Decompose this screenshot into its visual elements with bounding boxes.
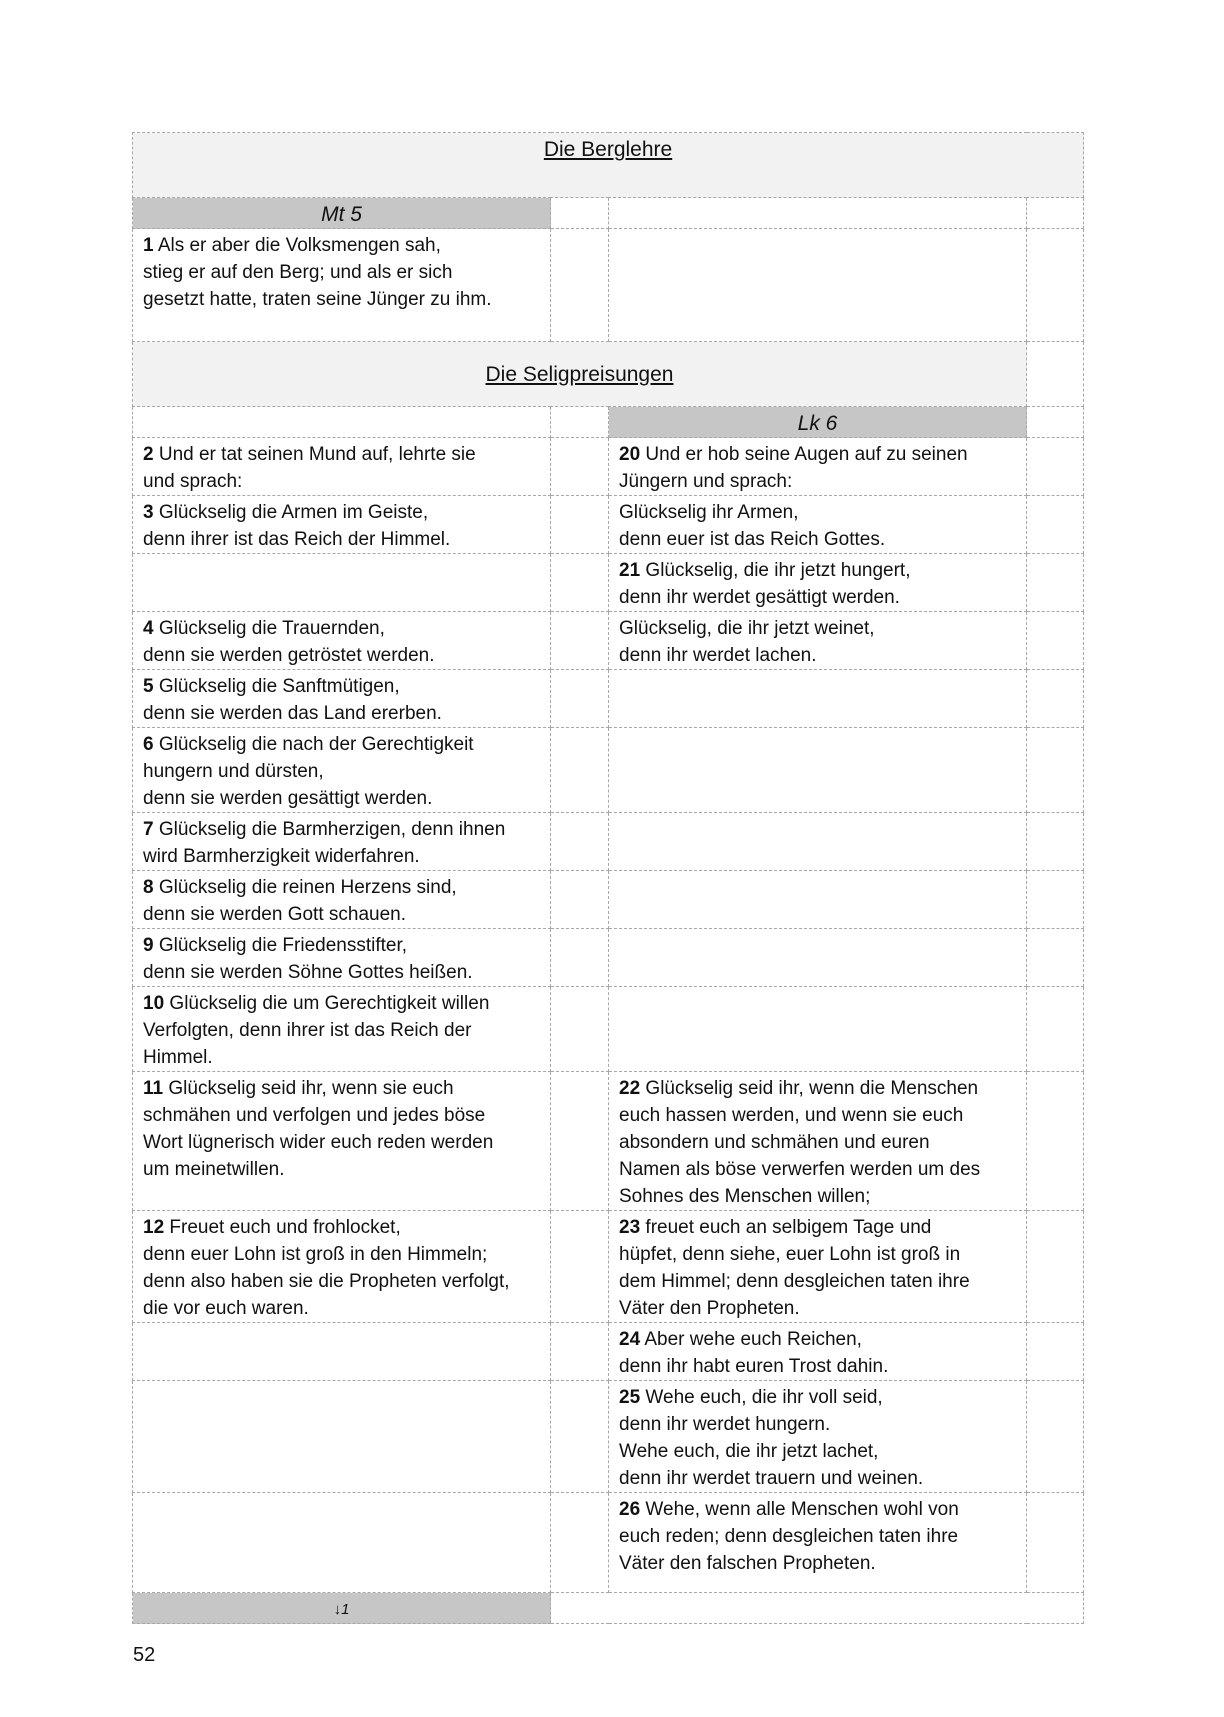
- verse-number: 7: [143, 819, 154, 840]
- verse-line: absondern und schmähen und euren: [619, 1132, 930, 1153]
- verse-line: schmähen und verfolgen und jedes böse: [143, 1105, 486, 1126]
- verse-line: denn sie werden getröstet werden.: [143, 645, 435, 666]
- verse-line: 11 Glückselig seid ihr, wenn sie euch: [143, 1078, 454, 1099]
- verse-line: 3 Glückselig die Armen im Geiste,: [143, 502, 429, 523]
- verse-row: [133, 670, 1084, 728]
- verse-line: Wort lügnerisch wider euch reden werden: [143, 1132, 494, 1153]
- verse-line: denn ihr werdet gesättigt werden.: [619, 587, 900, 608]
- verse-line: 4 Glückselig die Trauernden,: [143, 618, 385, 639]
- verse-line: stieg er auf den Berg; und als er sich: [143, 262, 453, 283]
- verse-line: gesetzt hatte, traten seine Jünger zu ihm.: [143, 289, 492, 310]
- gap-cell: [551, 1381, 609, 1493]
- gap-cell: [551, 670, 609, 728]
- verse-line: Glückselig, die ihr jetzt weinet,: [619, 618, 875, 639]
- mt-verse-cell: [133, 1381, 551, 1493]
- mt-verse-cell: [133, 554, 551, 612]
- verse-line: 1 Als er aber die Volksmengen sah,: [143, 235, 441, 256]
- verse-row: [133, 871, 1084, 929]
- verse-line: 9 Glückselig die Friedensstifter,: [143, 935, 408, 956]
- verse-line: denn euer ist das Reich Gottes.: [619, 529, 886, 550]
- verse-row: [133, 1211, 1084, 1323]
- page-title: Die Berglehre: [543, 138, 673, 161]
- verse-line: denn euer Lohn ist groß in den Himmeln;: [143, 1244, 488, 1265]
- verse-line: 25 Wehe euch, die ihr voll seid,: [619, 1387, 883, 1408]
- verse-line: denn ihrer ist das Reich der Himmel.: [143, 529, 451, 550]
- verse-number: 12: [143, 1217, 165, 1238]
- verse-line: euch reden; denn desgleichen taten ihre: [619, 1526, 959, 1547]
- verse-line: die vor euch waren.: [143, 1298, 309, 1319]
- mt-verse-cell: [133, 871, 551, 929]
- verse-line: denn also haben sie die Propheten verfolgt,: [143, 1271, 510, 1292]
- verse-line: hungern und dürsten,: [143, 761, 324, 782]
- verse-line: 7 Glückselig die Barmherzigen, denn ihnen: [143, 819, 506, 840]
- lk-verse-cell: [609, 871, 1027, 929]
- mt-verse-cell: [133, 1211, 551, 1323]
- verse-number: 3: [143, 502, 154, 523]
- verse-number: 20: [619, 444, 641, 465]
- verse-number: 6: [143, 734, 154, 755]
- verse-line: Glückselig ihr Armen,: [619, 502, 799, 523]
- verse-row: [133, 929, 1084, 987]
- verse-line: hüpfet, denn siehe, euer Lohn ist groß in: [619, 1244, 961, 1265]
- gap-cell: [1027, 813, 1084, 871]
- lk-verse-cell: [609, 1211, 1027, 1323]
- lk-verse-cell: [609, 929, 1027, 987]
- gap-cell: [551, 438, 609, 496]
- verse-line: denn ihr habt euren Trost dahin.: [619, 1356, 889, 1377]
- verse-line: 6 Glückselig die nach der Gerechtigkeit: [143, 734, 474, 755]
- mt-verse-cell: [133, 728, 551, 813]
- mt-verse-cell: [133, 496, 551, 554]
- verse-line: euch hassen werden, und wenn sie euch: [619, 1105, 964, 1126]
- gap-cell: [551, 1072, 609, 1211]
- verse-line: 26 Wehe, wenn alle Menschen wohl von: [619, 1499, 959, 1520]
- mt-verse-1: [133, 229, 551, 342]
- verse-row-1: [133, 229, 1084, 342]
- verse-line: Väter den falschen Propheten.: [619, 1553, 876, 1574]
- verse-line: 5 Glückselig die Sanftmütigen,: [143, 676, 400, 697]
- verse-number: 26: [619, 1499, 641, 1520]
- verse-number: 2: [143, 444, 154, 465]
- gap-cell: [1027, 554, 1084, 612]
- gap-cell: [1027, 612, 1084, 670]
- mt-verse-cell: [133, 612, 551, 670]
- column-header-row-2: [133, 407, 1084, 438]
- verse-line: 12 Freuet euch und frohlocket,: [143, 1217, 401, 1238]
- verse-row: [133, 554, 1084, 612]
- verse-line: Namen als böse verwerfen werden um des: [619, 1159, 981, 1180]
- verse-number: 4: [143, 618, 154, 639]
- verse-line: 21 Glückselig, die ihr jetzt hungert,: [619, 560, 911, 581]
- gap-cell: [1027, 728, 1084, 813]
- gap-cell: [551, 612, 609, 670]
- verse-number: 22: [619, 1078, 641, 1099]
- lk-verse-cell: [609, 438, 1027, 496]
- verse-line: 8 Glückselig die reinen Herzens sind,: [143, 877, 457, 898]
- lk-verse-cell: [609, 987, 1027, 1072]
- gap-cell: [1027, 987, 1084, 1072]
- verse-row: [133, 1493, 1084, 1593]
- gap-cell: [551, 987, 609, 1072]
- gap-cell: [551, 813, 609, 871]
- verse-number: 23: [619, 1217, 641, 1238]
- gap-cell: [1027, 1381, 1084, 1493]
- verse-row: [133, 496, 1084, 554]
- verse-line: um meinetwillen.: [143, 1159, 285, 1180]
- lk-verse-cell: [609, 554, 1027, 612]
- verse-line: Jüngern und sprach:: [619, 471, 793, 492]
- mt-verse-cell: [133, 987, 551, 1072]
- mt-verse-cell: [133, 1493, 551, 1593]
- verse-line: wird Barmherzigkeit widerfahren.: [143, 846, 420, 867]
- verse-row: [133, 813, 1084, 871]
- verse-line: 20 Und er hob seine Augen auf zu seinen: [619, 444, 968, 465]
- column-header-row-1: [133, 198, 1084, 229]
- verse-row: [133, 1323, 1084, 1381]
- gap-cell: [1027, 1323, 1084, 1381]
- gap-cell: [1027, 670, 1084, 728]
- verse-line: 24 Aber wehe euch Reichen,: [619, 1329, 862, 1350]
- verse-number: 11: [143, 1078, 164, 1099]
- verse-number: 21: [619, 560, 641, 581]
- gap-cell: [551, 728, 609, 813]
- gap-cell: [1027, 929, 1084, 987]
- verse-line: 23 freuet euch an selbigem Tage und: [619, 1217, 932, 1238]
- footer-row: [133, 1593, 1084, 1624]
- lk-verse-cell: [609, 1323, 1027, 1381]
- gap-cell: [551, 496, 609, 554]
- gap-cell: [551, 929, 609, 987]
- verse-line: denn ihr werdet lachen.: [619, 645, 817, 666]
- verse-line: denn ihr werdet trauern und weinen.: [619, 1468, 924, 1489]
- gap-cell: [551, 871, 609, 929]
- gap-cell: [1027, 1211, 1084, 1323]
- verse-line: Verfolgten, denn ihrer ist das Reich der: [143, 1020, 472, 1041]
- verse-number: 1: [143, 235, 154, 256]
- verse-row: [133, 1072, 1084, 1211]
- gap-cell: [1027, 1493, 1084, 1593]
- lk-verse-cell: [609, 813, 1027, 871]
- mt-verse-cell: [133, 670, 551, 728]
- lk-verse-cell: [609, 1381, 1027, 1493]
- gap-cell: [551, 554, 609, 612]
- lk-verse-cell: [609, 1072, 1027, 1211]
- gap-cell: [1027, 1072, 1084, 1211]
- gap-cell: [551, 1211, 609, 1323]
- gap-cell: [1027, 871, 1084, 929]
- verse-number: 10: [143, 993, 165, 1014]
- verse-line: Himmel.: [143, 1047, 213, 1068]
- lk-verse-cell: [609, 496, 1027, 554]
- lk-verse-cell: [609, 1493, 1027, 1593]
- lk-verse-cell: [609, 728, 1027, 813]
- verse-line: denn sie werden Gott schauen.: [143, 904, 407, 925]
- verse-line: denn sie werden Söhne Gottes heißen.: [143, 962, 473, 983]
- section-row: [133, 342, 1084, 407]
- verse-row: [133, 438, 1084, 496]
- mt-verse-cell: [133, 1323, 551, 1381]
- verse-line: Wehe euch, die ihr jetzt lachet,: [619, 1441, 879, 1462]
- mt-verse-cell: [133, 929, 551, 987]
- gap-cell: [1027, 438, 1084, 496]
- verse-number: 5: [143, 676, 154, 697]
- verse-line: 10 Glückselig die um Gerechtigkeit willen: [143, 993, 490, 1014]
- verse-line: denn sie werden gesättigt werden.: [143, 788, 433, 809]
- gap-cell: [551, 1493, 609, 1593]
- verse-line: 22 Glückselig seid ihr, wenn die Menschen: [619, 1078, 979, 1099]
- column-header-mt: Mt 5: [133, 198, 551, 229]
- lk-verse-cell: [609, 612, 1027, 670]
- mt-verse-cell: [133, 438, 551, 496]
- gap-cell: [1027, 496, 1084, 554]
- verse-number: 25: [619, 1387, 641, 1408]
- verse-number: 8: [143, 877, 154, 898]
- continuation-marker: ↓1: [133, 1593, 551, 1624]
- gap-cell: [551, 1323, 609, 1381]
- verse-row: [133, 987, 1084, 1072]
- verse-line: dem Himmel; denn desgleichen taten ihre: [619, 1271, 970, 1292]
- mt-verse-cell: [133, 1072, 551, 1211]
- verse-line: denn ihr werdet hungern.: [619, 1414, 831, 1435]
- column-header-lk: Lk 6: [609, 407, 1027, 438]
- verse-line: und sprach:: [143, 471, 243, 492]
- verse-row: [133, 728, 1084, 813]
- verse-row: [133, 1381, 1084, 1493]
- synopsis-table: [132, 132, 1084, 1624]
- verse-line: Väter den Propheten.: [619, 1298, 800, 1319]
- mt-verse-cell: [133, 813, 551, 871]
- verse-number: 24: [619, 1329, 641, 1350]
- verse-line: denn sie werden das Land ererben.: [143, 703, 442, 724]
- title-row: [133, 133, 1084, 198]
- page-number: 52: [133, 1644, 156, 1666]
- verse-line: Sohnes des Menschen willen;: [619, 1186, 871, 1207]
- lk-verse-cell: [609, 670, 1027, 728]
- verse-row: [133, 612, 1084, 670]
- section-title: Die Seligpreisungen: [485, 362, 674, 386]
- verse-line: 2 Und er tat seinen Mund auf, lehrte sie: [143, 444, 476, 465]
- verse-number: 9: [143, 935, 154, 956]
